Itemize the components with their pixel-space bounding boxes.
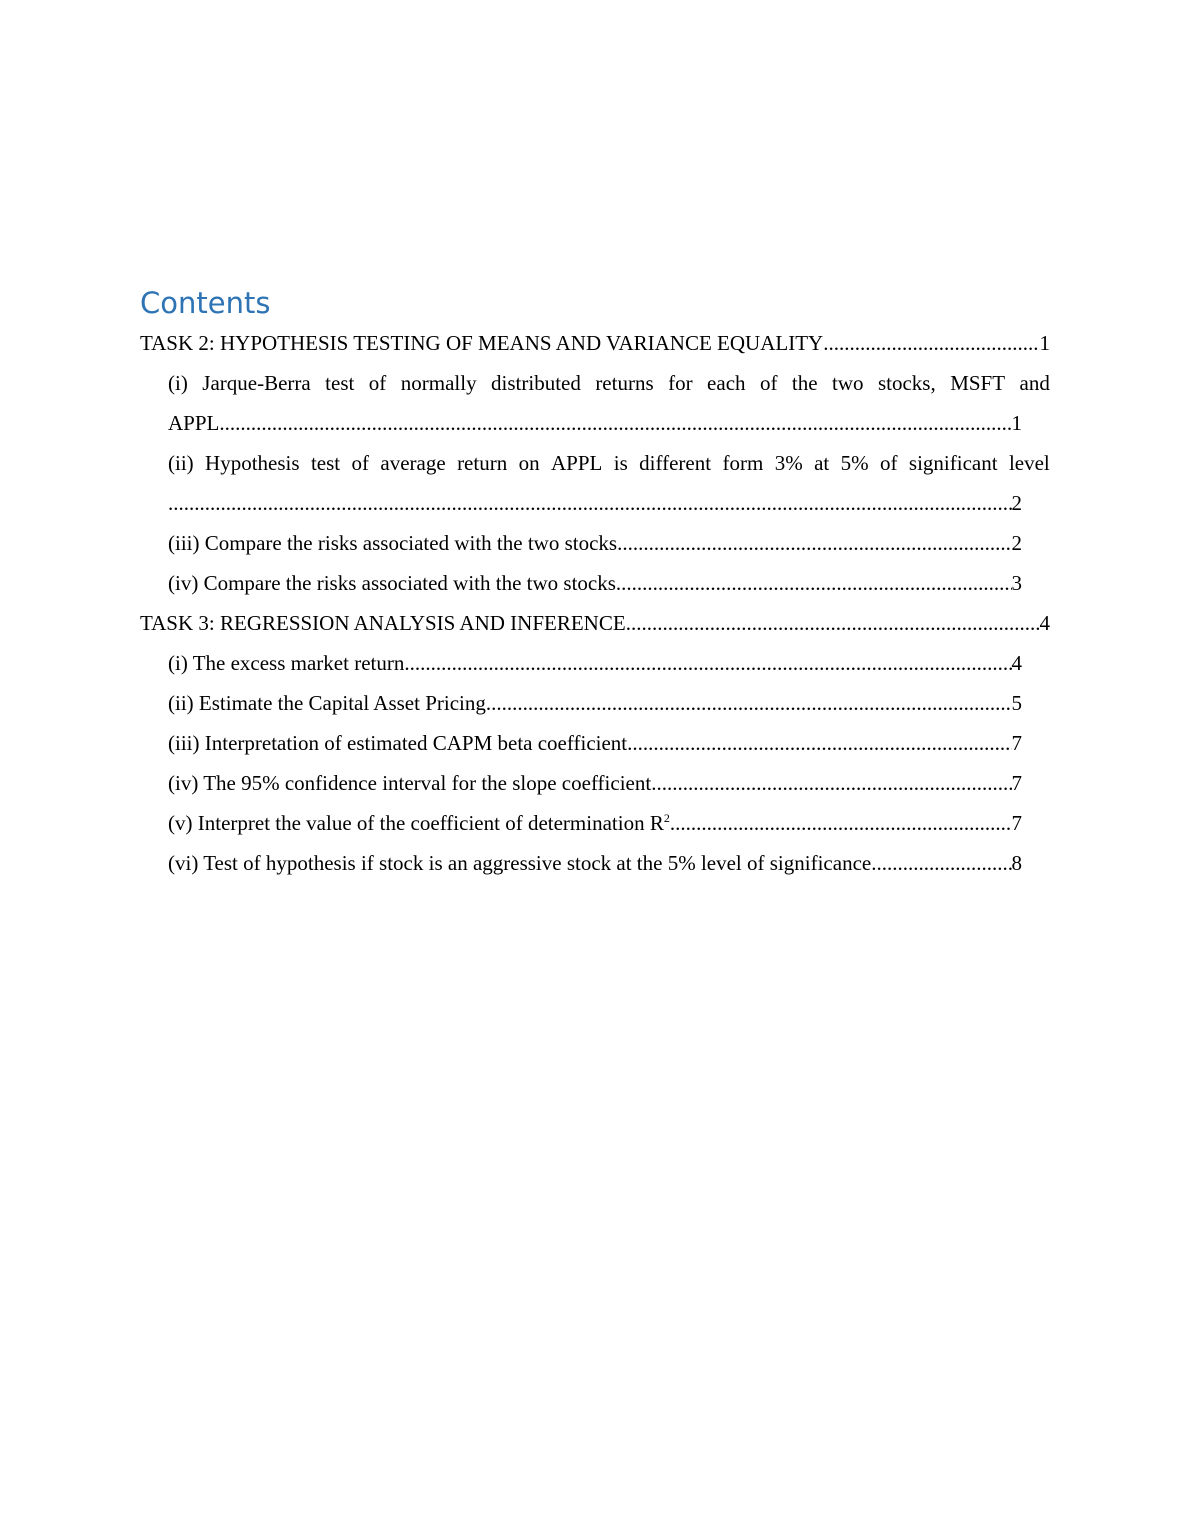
- toc-entry-title: TASK 2: HYPOTHESIS TESTING OF MEANS AND VARIANCE EQUALITY: [140, 331, 824, 355]
- toc-page-number: 7: [1011, 731, 1022, 755]
- superscript: 2: [663, 811, 670, 825]
- word: stocks,: [877, 371, 936, 395]
- toc-entry-task3[interactable]: [140, 603, 1050, 643]
- word: return: [457, 451, 508, 475]
- dot-leader: [168, 483, 1012, 523]
- word: two: [832, 371, 864, 395]
- word: test: [325, 371, 355, 395]
- dot-leader: [404, 643, 1011, 683]
- toc-entry-title-line1: [168, 363, 1050, 403]
- toc-entry-title-line2: APPL: [168, 411, 220, 435]
- word: Hypothesis: [205, 451, 300, 475]
- toc-entry-title: (iii) Compare the risks associated with the two stocks: [168, 531, 618, 555]
- toc-entry-title-line1: [168, 443, 1050, 483]
- toc-page-number: 1: [1011, 411, 1022, 435]
- word: normally: [400, 371, 477, 395]
- dot-leader: [626, 603, 1040, 643]
- toc-page-number: 3: [1011, 571, 1022, 595]
- toc-entry-title: (iii) Interpretation of estimated CAPM beta coefficient: [168, 731, 628, 755]
- toc-entry-task3-iii[interactable]: [168, 723, 1022, 763]
- toc-page-number: 4: [1039, 611, 1050, 635]
- dot-leader: [871, 843, 1011, 883]
- toc-entry-task3-ii[interactable]: [168, 683, 1022, 723]
- toc-entry-task2[interactable]: [140, 323, 1050, 363]
- word: on: [518, 451, 540, 475]
- toc-entry-task2-iv[interactable]: [168, 563, 1022, 603]
- toc-entry-task3-v[interactable]: [168, 803, 1022, 843]
- word: 3%: [774, 451, 803, 475]
- toc-entry-title: TASK 3: REGRESSION ANALYSIS AND INFERENCE: [140, 611, 626, 635]
- word: average: [380, 451, 446, 475]
- dot-leader: [670, 803, 1012, 843]
- toc-heading: Contents: [140, 286, 271, 320]
- word: level: [1008, 451, 1050, 475]
- toc-page-number: 4: [1011, 651, 1022, 675]
- toc-entry-title: (i) The excess market return: [168, 651, 405, 675]
- word: test: [310, 451, 341, 475]
- word: significant: [908, 451, 998, 475]
- toc-page-number: 5: [1011, 691, 1022, 715]
- toc-entry-task3-i[interactable]: [168, 643, 1022, 683]
- word: the: [791, 371, 818, 395]
- toc-entry-title: (vi) Test of hypothesis if stock is an aggressive stock at the 5% level of significance: [168, 851, 872, 875]
- toc-entry-title: (iv) Compare the risks associated with the two stocks: [168, 571, 616, 595]
- toc-page-number: 8: [1011, 851, 1022, 875]
- word: APPL: [551, 451, 603, 475]
- toc-entry-title: (iv) The 95% confidence interval for the slope coefficient: [168, 771, 652, 795]
- dot-leader: [627, 723, 1011, 763]
- word: and: [1019, 371, 1050, 395]
- dot-leader: [219, 403, 1011, 443]
- word: Jarque-Berra: [202, 371, 311, 395]
- dot-leader: [617, 523, 1011, 563]
- dot-leader: [616, 563, 1012, 603]
- toc-entry-task2-i[interactable]: [168, 363, 1050, 443]
- toc-entry-title-text: (v) Interpret the value of the coefficient of determination R: [168, 811, 664, 835]
- word: MSFT: [950, 371, 1006, 395]
- dot-leader: [486, 683, 1012, 723]
- table-of-contents: [140, 283, 1050, 883]
- toc-page-number: 2: [1011, 491, 1022, 515]
- toc-page-number: 2: [1011, 531, 1022, 555]
- word: of: [351, 451, 369, 475]
- dot-leader: [651, 763, 1011, 803]
- word: (i): [168, 371, 188, 395]
- toc-entry-task3-iv[interactable]: [168, 763, 1022, 803]
- word: for: [668, 371, 693, 395]
- word: each: [707, 371, 746, 395]
- word: form: [722, 451, 764, 475]
- word: different: [639, 451, 712, 475]
- toc-entry-task2-iii[interactable]: [168, 523, 1022, 563]
- word: of: [368, 371, 387, 395]
- toc-page-number: 7: [1011, 771, 1022, 795]
- word: of: [759, 371, 778, 395]
- word: returns: [595, 371, 654, 395]
- word: at: [814, 451, 830, 475]
- toc-page-number: 7: [1011, 811, 1022, 835]
- toc-page-number: 1: [1039, 331, 1050, 355]
- toc-entry-title: (ii) Estimate the Capital Asset Pricing: [168, 691, 486, 715]
- word: of: [880, 451, 898, 475]
- toc-entry-title: [168, 803, 670, 843]
- toc-entry-task2-ii[interactable]: [168, 443, 1050, 523]
- dot-leader: [823, 323, 1039, 363]
- word: distributed: [491, 371, 581, 395]
- toc-entry-task3-vi[interactable]: [168, 843, 1022, 883]
- word: 5%: [840, 451, 869, 475]
- word: is: [613, 451, 628, 475]
- word: (ii): [168, 451, 194, 475]
